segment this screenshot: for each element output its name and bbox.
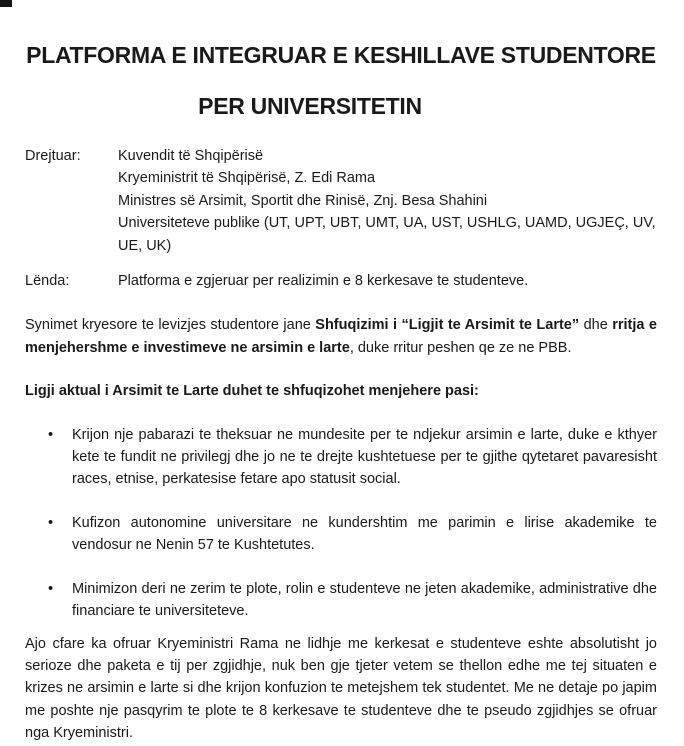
- aims-bold-investment: rritja e menjehershme e investimeve ne arsimin e larte: [25, 317, 657, 356]
- reasons-list: [25, 424, 657, 623]
- recipient-list: [118, 145, 657, 257]
- bullet-text: Minimizon deri ne zerim te plote, rolin e studenteve ne jeten akademike, administrative dhe financiare te universiteteve.: [72, 580, 657, 620]
- bullet-icon: •: [48, 514, 54, 531]
- subject-text: Platforma e zgjeruar per realizimin e 8 kerkesave te studenteve.: [118, 273, 529, 290]
- bullet-text: Krijon nje pabarazi te theksuar ne mundesite per te ndjekur arsimin e larte, duke e kthyer kete te fundit ne privilegj dhe jo ne te drejte kushtetuese per te gjithe qytetaret pavaresisht races, etnise, perkatesise fetare apo statusit social.: [72, 426, 657, 488]
- recipient-line: Kuvendit të Shqipërisë: [118, 148, 264, 164]
- bullet-text: Kufizon autonomine universitare ne kundershtim me parimin e lirise akademike te vendosur ne Nenin 57 te Kushtetutes.: [72, 514, 657, 554]
- aims-lead: Synimet kryesore te levizjes studentore jane: [25, 317, 316, 334]
- aims-paragraph: [25, 314, 657, 359]
- aims-mid: dhe: [579, 317, 613, 334]
- aims-bold-repeal: Shfuqizimi i “Ligjit te Arsimit te Larte”: [315, 317, 580, 334]
- recipient-line: Kryeministrit të Shqipërisë, Z. Edi Rama: [118, 170, 376, 187]
- subject-label: Lënda:: [25, 273, 70, 290]
- subject-section: [25, 270, 657, 292]
- list-item: [48, 512, 657, 557]
- list-item: [48, 578, 657, 623]
- recipient-line: Universiteteve publike (UT, UPT, UBT, UMT, UA, UST, USHLG, UAMD, UGJEÇ, UV, UE, UK): [118, 215, 656, 254]
- addressed-to-section: [25, 145, 657, 257]
- list-item: [48, 424, 657, 491]
- document-title-line2: PER UNIVERSITETIN: [198, 93, 422, 119]
- aims-tail: , duke rritur peshen qe ze ne PBB.: [349, 339, 572, 356]
- closing-paragraph: Ajo cfare ka ofruar Kryeministri Rama ne lidhje me kerkesat e studenteve eshte absolutisht jo serioze dhe paketa e tij per zgjidhje, nuk ben gje tjeter vetem se thellon edhe me tej situaten e krizes ne arsimin e larte si dhe krijon konfuzion te metejshem tek studentet. Me ne detaje po japim me poshte nje pasqyrim te plote te 8 kerkesave te studenteve dhe te pseudo zgjidhjes se ofruar nga Kryeministri.: [25, 635, 657, 742]
- bullet-icon: •: [48, 426, 54, 443]
- scan-artifact-corner: [0, 0, 12, 7]
- law-repeal-heading: Ligji aktual i Arsimit te Larte duhet te shfuqizohet menjehere pasi:: [25, 383, 479, 400]
- document-title-line1: PLATFORMA E INTEGRUAR E KESHILLAVE STUDENTORE: [26, 42, 656, 68]
- bullet-icon: •: [48, 580, 54, 597]
- recipient-line: Ministres së Arsimit, Sportit dhe Rinisë, Znj. Besa Shahini: [118, 192, 488, 209]
- addressed-to-label: Drejtuar:: [25, 148, 81, 164]
